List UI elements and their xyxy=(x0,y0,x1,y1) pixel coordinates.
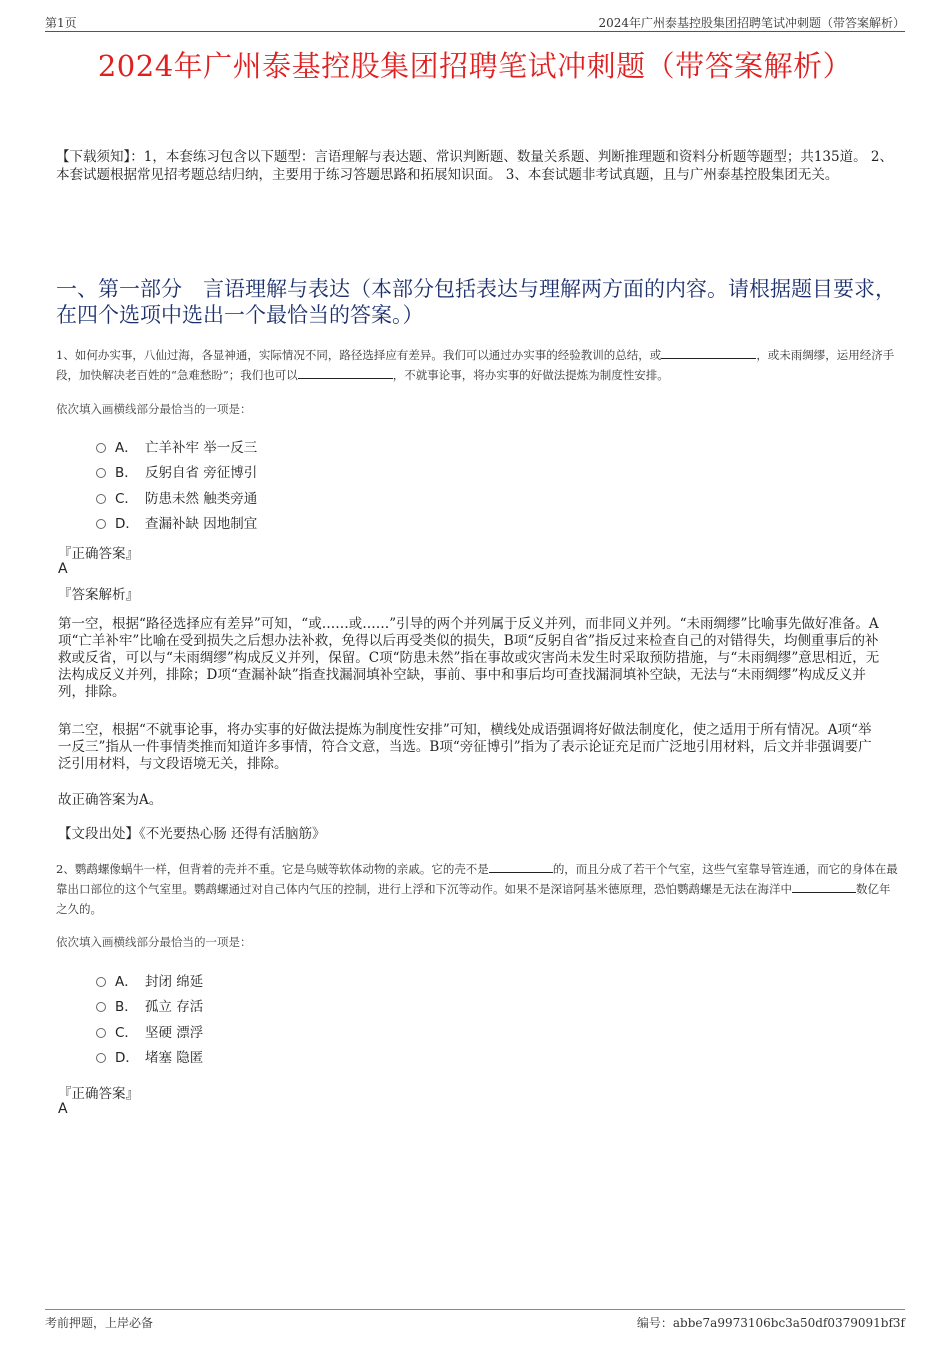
q1-stem-part-b: ，或未雨绸缪，运用经济手段，加快解决老百姓的“急难愁盼”；我们也可以 xyxy=(56,348,895,382)
radio-icon[interactable] xyxy=(96,519,106,529)
footer-slogan: 考前押题，上岸必备 xyxy=(45,1316,154,1330)
radio-icon[interactable] xyxy=(96,1002,106,1012)
option-text: 亡羊补牢 举一反三 xyxy=(145,440,258,456)
q1-blank-2 xyxy=(298,365,393,379)
question-1-stem xyxy=(56,345,898,385)
question-2-stem xyxy=(56,859,898,919)
q1-instruction: 依次填入画横线部分最恰当的一项是： xyxy=(56,402,252,416)
q2-stem-part-c: 数亿年之久的。 xyxy=(56,882,891,916)
q1-analysis-paragraph-2: 第二空，根据“不就事论事，将办实事的好做法提炼为制度性安排”可知，横线处成语强调将好做法制度化，使之适用于所有情况。A项“举一反三”指从一件事情类推而知道许多事情，符合文意，当选。B项“旁征博引”指为了表示论证充足而广泛地引用材料，后文并非强调要广泛引用材料，与文段语境无关，排除。 xyxy=(58,722,872,772)
q1-blank-1 xyxy=(661,345,756,359)
header-divider xyxy=(45,31,905,32)
q1-answer-heading: 『正确答案』 xyxy=(58,546,139,562)
q2-stem-part-a: 2、鹦鹉螺像蜗牛一样，但背着的壳并不重。它是乌贼等软体动物的亲戚。它的壳不是 xyxy=(56,862,489,876)
q2-answer-heading: 『正确答案』 xyxy=(58,1086,139,1102)
radio-icon[interactable] xyxy=(96,494,106,504)
q1-stem-part-a: 1、如何办实事，八仙过海，各显神通，实际情况不同，路径选择应有差异。我们可以通过办实事的经验教训的总结，或 xyxy=(56,348,662,362)
option-text: 孤立 存活 xyxy=(145,999,204,1015)
q1-analysis-heading: 『答案解析』 xyxy=(58,587,139,603)
option-text: 查漏补缺 因地制宜 xyxy=(145,516,258,532)
q1-analysis-paragraph-1: 第一空，根据“路径选择应有差异”可知，“或……或……”引导的两个并列属于反义并列，而非同义并列。“未雨绸缪”比喻事先做好准备。A项“亡羊补牢”比喻在受到损失之后想办法补救，免得以后再受类似的损失，B项“反躬自省”指反过来检查自己的对错得失，均侧重事后的补救或反省，可以与“未雨绸缪”构成反义并列，保留。C项“防患未然”指在事故或灾害尚未发生时采取预防措施，与“未雨绸缪”意思相近，无法构成反义并列，排除；D项“查漏补缺”指查找漏洞填补空缺，事前、事中和事后均可查找漏洞填补空缺，无法与“未雨绸缪”构成反义并列，排除。 xyxy=(58,616,880,700)
download-notice: 【下载须知】：1，本套练习包含以下题型：言语理解与表达题、常识判断题、数量关系题、判断推理题和资料分析题等题型；共135道。 2、本套试题根据常见招考题总结归纳，主要用于练习答题思路和拓展知识面。 3、本套试题非考试真题，且与广州泰基控股集团无关。 xyxy=(56,149,893,183)
q1-stem-part-c: ，不就事论事，将办实事的好做法提炼为制度性安排。 xyxy=(392,368,669,382)
radio-icon[interactable] xyxy=(96,1028,106,1038)
option-label: B． xyxy=(115,465,138,481)
q1-conclusion: 故正确答案为A。 xyxy=(58,792,163,808)
radio-icon[interactable] xyxy=(96,977,106,987)
footer-doc-id: 编号：abbe7a9973106bc3a50df0379091bf3f xyxy=(636,1316,905,1330)
page-title: 2024年广州泰基控股集团招聘笔试冲刺题（带答案解析） xyxy=(97,49,853,83)
option-label: D． xyxy=(115,516,139,532)
q2-blank-1 xyxy=(489,859,553,873)
option-label: C． xyxy=(115,1025,138,1041)
q2-answer: A xyxy=(58,1101,68,1117)
option-text: 反躬自省 旁征博引 xyxy=(145,465,258,481)
option-text: 堵塞 隐匿 xyxy=(145,1050,204,1066)
q2-instruction: 依次填入画横线部分最恰当的一项是： xyxy=(56,935,252,949)
option-text: 封闭 绵延 xyxy=(145,974,204,990)
page-number: 第1页 xyxy=(45,16,77,30)
option-label: C． xyxy=(115,491,138,507)
radio-icon[interactable] xyxy=(96,468,106,478)
footer-divider xyxy=(45,1309,905,1310)
radio-icon[interactable] xyxy=(96,443,106,453)
option-label: B． xyxy=(115,999,138,1015)
option-text: 防患未然 触类旁通 xyxy=(145,491,258,507)
section-heading: 一、第一部分 言语理解与表达（本部分包括表达与理解两方面的内容。请根据题目要求，在四个选项中选出一个最恰当的答案。） xyxy=(56,277,896,327)
q1-answer: A xyxy=(58,561,68,577)
q2-blank-2 xyxy=(792,879,856,893)
option-label: D． xyxy=(115,1050,139,1066)
option-text: 坚硬 漂浮 xyxy=(145,1025,204,1041)
q1-source: 【文段出处】《不光要热心肠 还得有活脑筋》 xyxy=(58,826,326,842)
radio-icon[interactable] xyxy=(96,1053,106,1063)
option-label: A． xyxy=(115,974,138,990)
option-label: A． xyxy=(115,440,138,456)
header-doc-title: 2024年广州泰基控股集团招聘笔试冲刺题（带答案解析） xyxy=(598,16,905,30)
q2-stem-part-b: 的，而且分成了若干个气室，这些气室靠导管连通，而它的身体在最靠出口部位的这个气室里。鹦鹉螺通过对自己体内气压的控制，进行上浮和下沉等动作。如果不是深谙阿基米德原理，恐怕鹦鹉螺是无法在海洋中 xyxy=(56,862,898,896)
